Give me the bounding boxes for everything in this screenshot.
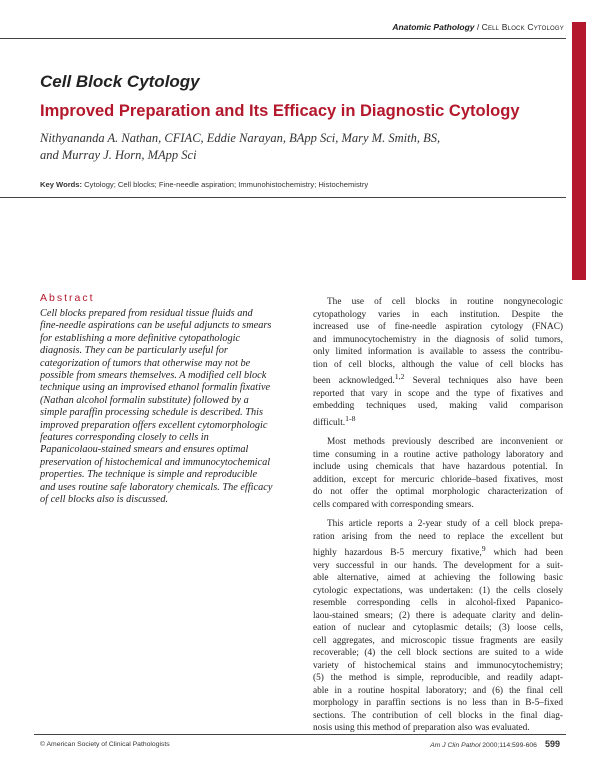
body-line: embedding techniques used, making valid comparison	[313, 401, 563, 412]
body-line: tion of cell blocks, although the value of cell blocks has	[313, 359, 563, 370]
body-line: increased use of fine-needle aspiration cytology (FNAC)	[313, 322, 563, 332]
body-line: addition, except for mercuric chloride–based fixatives, most	[313, 474, 563, 485]
abstract-line: and uses routine safe laboratory chemicals. The efficacy	[40, 481, 273, 493]
abstract-line: features corresponding closely to cells in	[40, 432, 209, 444]
header-rule	[0, 38, 566, 39]
body-line: eation of nuclear and cytoplasmic details; (3) loose cells,	[313, 623, 563, 634]
abstract-text	[40, 308, 284, 507]
body-text-run: which had been	[485, 548, 563, 559]
body-line: do not offer the optimal morphologic characterization of	[313, 487, 563, 498]
page-number: 599	[544, 739, 560, 749]
abstract-line: Papanicolaou-stained smears and ensures optimal	[40, 444, 249, 456]
body-text-run: highly hazardous B-5 mercury fixative,	[313, 548, 482, 559]
body-text-run: difficult.	[313, 417, 346, 428]
body-text-run: Several techniques also have been	[404, 376, 563, 387]
body-line	[313, 413, 563, 430]
footer-journal: Am J Clin Pathol	[430, 742, 481, 749]
abstract-line: Cell blocks prepared from residual tissue fluids and	[40, 308, 253, 319]
body-line: only limited information is available to assess the contribu-	[313, 347, 563, 357]
abstract-line: possible from smears themselves. A modified cell block	[40, 370, 267, 382]
body-line: sections. The contribution of cell blocks in the final diag-	[313, 710, 563, 721]
body-text	[313, 296, 563, 735]
body-line: cells compared with corresponding smears.	[313, 499, 474, 510]
body-line: nosis using this method of preparation also was evaluated.	[313, 723, 530, 734]
abstract-line: diagnosis. They can be particularly useful for	[40, 345, 228, 357]
abstract-line: simple paraffin processing schedule is described. This	[40, 407, 263, 419]
body-line	[313, 543, 563, 560]
body-line: laou-stained smears; (2) there is adequate clarity and delin-	[313, 610, 563, 621]
author-line: Nithyananda A. Nathan, CFIAC, Eddie Narayan, BApp Sci, Mary M. Smith, BS,	[40, 131, 441, 145]
abstract-line: preservation of histochemical and immunocytochemical	[40, 456, 271, 468]
body-line: reported that vary in scope and the type of fixatives and	[313, 388, 563, 399]
body-line: time consuming in a routine active pathology laboratory and	[313, 449, 563, 460]
header-section: Anatomic Pathology	[392, 22, 475, 32]
citation-superscript: 1-8	[345, 413, 356, 423]
body-line: ration arising from the need to replace the excellent but	[313, 531, 563, 542]
body-line: Most methods previously described are inconvenient or	[327, 437, 563, 448]
keywords	[40, 180, 560, 189]
abstract-line: for establishing a more definitive cytopathologic	[40, 332, 241, 344]
body-line: The use of cell blocks in routine nongynecologic	[327, 297, 563, 307]
body-line: and immunocytochemistry in the diagnosis of solid tumors,	[313, 334, 563, 345]
article-title: Cell Block Cytology	[40, 72, 200, 91]
article-subtitle: Improved Preparation and Its Efficacy in Diagnostic Cytology	[40, 102, 520, 120]
body-line: cell aggregates, and microscopic tissue fragments are easily	[313, 635, 563, 646]
citation-superscript: 1,2	[394, 372, 405, 381]
body-line: able in a routine hospital laboratory; and (6) the final cell	[313, 685, 563, 696]
footer-citation	[430, 739, 560, 749]
red-accent-bar	[572, 22, 586, 280]
body-line: able alternative, aimed at achieving the following basic	[313, 573, 563, 584]
body-line: (5) the method is simple, reproducible, and readily adapt-	[313, 673, 563, 684]
body-line: very successful in our hands. The development for a suit-	[313, 560, 563, 571]
author-line: and Murray J. Horn, MApp Sci	[40, 148, 197, 162]
keywords-list: Cytology; Cell blocks; Fine-needle aspiration; Immunohistochemistry; Histochemistry	[82, 180, 369, 189]
body-line: include using chemicals that have hazardous potential. In	[313, 462, 563, 473]
abstract-line: (Nathan alcohol formalin substitute) followed by a	[40, 394, 249, 406]
citation-superscript: 9	[481, 544, 486, 554]
running-header	[392, 22, 564, 32]
header-separator: /	[474, 22, 482, 32]
footer-volume: 2000;114:599-606	[480, 742, 537, 749]
footer-rule	[34, 734, 566, 735]
body-text-run: been acknowledged.	[313, 376, 395, 387]
body-line: This article reports a 2-year study of a cell block prepa-	[327, 519, 563, 530]
body-line: cytologic expectations, was undertaken: (1) the cells closely	[313, 585, 563, 596]
abstract-line: categorization of tumors that otherwise may not be	[40, 357, 251, 369]
author-list	[40, 130, 520, 164]
body-line: recoverable; (4) the cell block sections are suited to a wide	[313, 648, 563, 659]
abstract-line: technique using an improvised ethanol formalin fixative	[40, 382, 271, 394]
abstract-heading: Abstract	[40, 292, 95, 304]
body-line: resemble corresponding cells in alcohol-fixed Papanico-	[313, 598, 563, 609]
body-line: morphology in paraffin sections is no less than in B-5–fixed	[313, 698, 563, 709]
header-subsection: Cell Block Cytology	[481, 22, 564, 32]
keywords-rule	[0, 197, 566, 198]
abstract-line: improved preparation offers excellent cytomorphologic	[40, 419, 268, 431]
abstract-line: properties. The technique is simple and reproducible	[40, 469, 258, 481]
body-line	[313, 371, 563, 388]
abstract-line: of cell blocks also is discussed.	[40, 494, 169, 506]
keywords-label: Key Words:	[40, 180, 83, 189]
body-line: cytopathology varies in each institution. Despite the	[313, 309, 563, 320]
abstract-line: fine-needle aspirations can be useful adjuncts to smears	[40, 320, 272, 332]
body-line: variety of histochemical stains and immunocytochemistry;	[313, 660, 563, 671]
footer-copyright: © American Society of Clinical Pathologists	[40, 741, 170, 748]
